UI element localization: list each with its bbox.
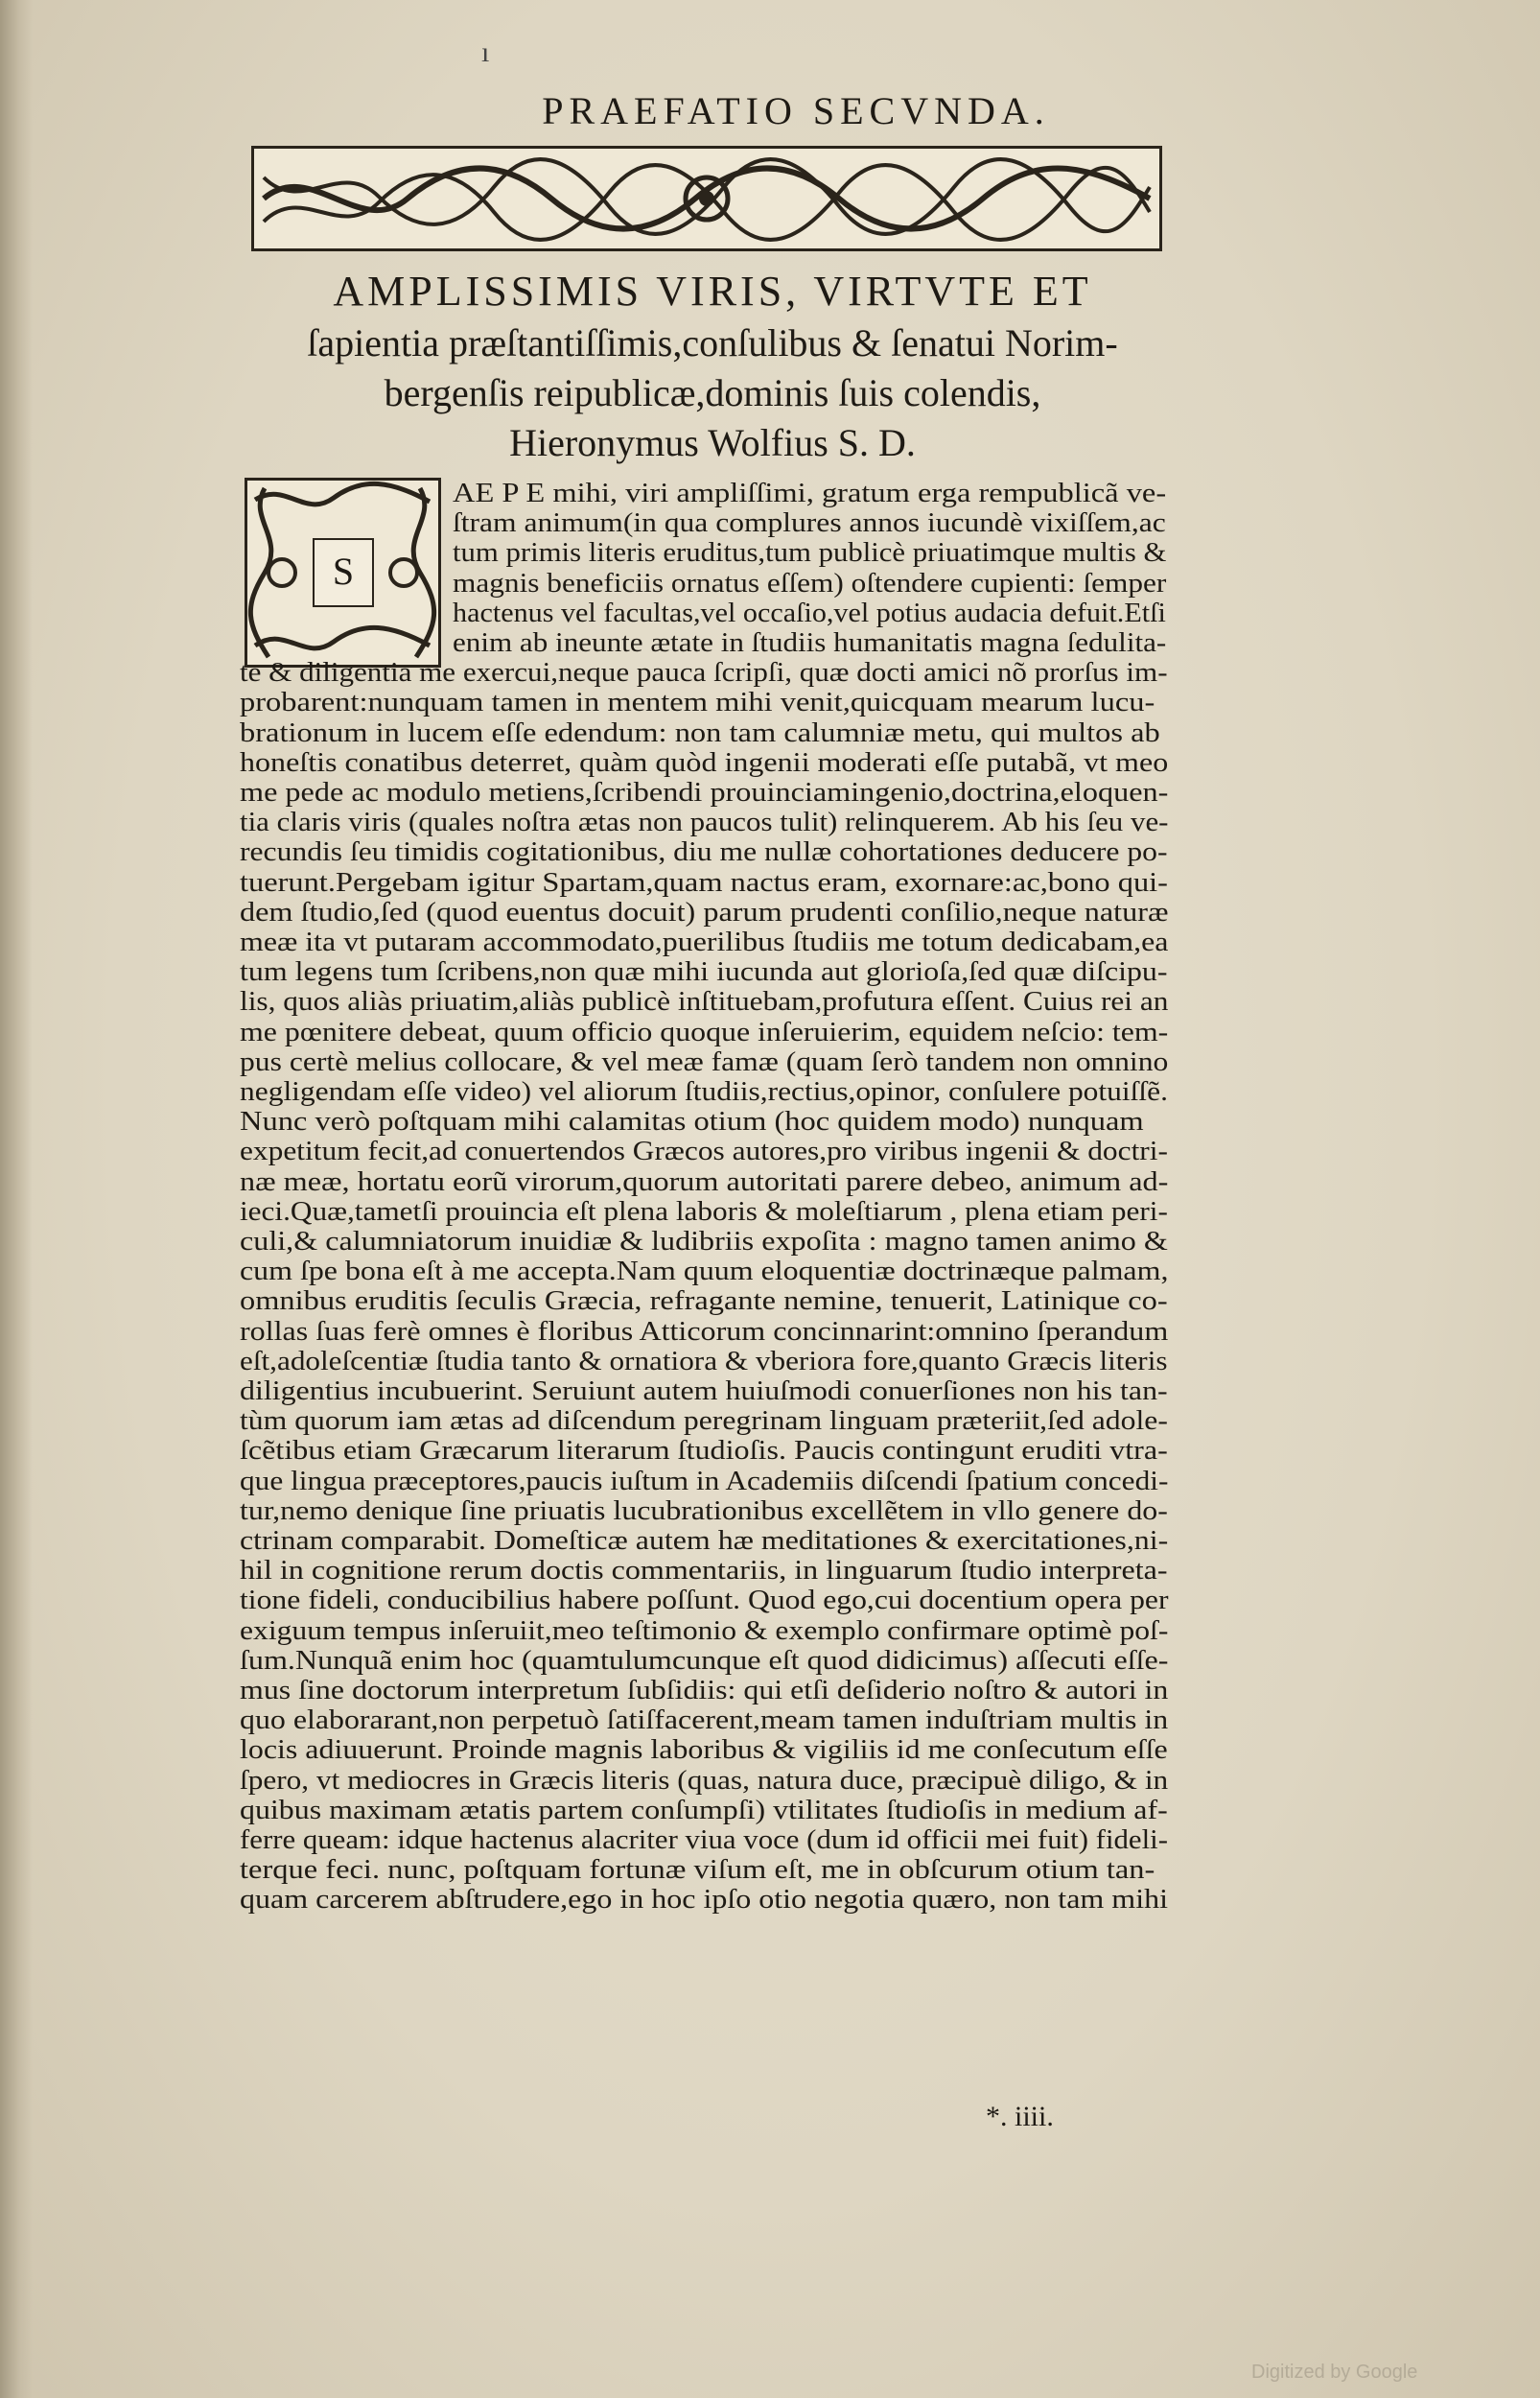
body-line: recundis ſeu timidis cogitationibus, diu me nullæ cohortationes deducere po- [240, 836, 1168, 867]
address-line: Hieronymus Wolfius S. D. [509, 421, 916, 464]
digitization-watermark: Digitized by Google [1251, 2362, 1418, 2383]
dedication-address [257, 265, 1168, 468]
body-line: tur,nemo denique ſine priuatis lucubrationibus excellẽtem in vllo genere do- [240, 1495, 1168, 1526]
body-line: tia claris viris (quales noſtra ætas non paucos tulit) relinquerem. Ab his ſeu ve- [240, 807, 1169, 837]
body-line: ſum.Nunquã enim hoc (quamtulumcunque eſt quod didicimus) aſſecuti eſſe- [240, 1645, 1169, 1676]
headpiece-ornament [251, 146, 1162, 251]
body-line: diligentius incubuerint. Seruiunt autem huiuſmodi conuerſiones non his tan- [240, 1375, 1168, 1406]
body-line: næ meæ, hortatu eorũ virorum,quorum autoritati parere debeo, animum ad- [240, 1166, 1169, 1197]
address-line: ſapientia præſtantiſſimis,conſulibus & ſenatui Norim- [307, 321, 1118, 364]
body-line: negligendam eſſe video) vel aliorum ſtudiis,rectius,opinor, conſulere potuiſſẽ. [240, 1076, 1168, 1107]
body-line: ieci.Quæ,tametſi prouincia eſt plena laboris & moleſtiarum , plena etiam peri- [240, 1196, 1168, 1227]
body-line: ctrinam comparabit. Domeſticæ autem hæ meditationes & exercitationes,ni- [240, 1525, 1169, 1556]
body-line: ſpero, vt mediocres in Græcis literis (quas, natura duce, præcipuè diligo, & in [240, 1765, 1169, 1796]
body-line: te & diligentia me exercui,neque pauca ſcripſi, quæ docti amici nõ prorſus im- [240, 657, 1168, 688]
body-line: dem ſtudio,ſed (quod euentus docuit) parum prudenti conſilio,neque naturæ [240, 897, 1169, 928]
body-line: meæ ita vt putaram accommodato,puerilibus ſtudiis me totum dedicabam,ea [240, 927, 1169, 957]
body-line: hactenus vel facultas,vel occaſio,vel potius audacia defuit.Etſi [453, 598, 1166, 628]
body-line: brationum in lucem eſſe edendum: non tam calumniæ metu, qui multos ab [240, 717, 1160, 748]
body-line: locis adiuuerunt. Proinde magnis laboribus & vigiliis id me conſecutum eſſe [240, 1734, 1168, 1765]
body-line: enim ab ineunte ætate in ſtudiis humanitatis magna ſedulita- [453, 627, 1167, 658]
body-line: quibus maximam ætatis partem conſumpſi) vtilitates ſtudioſis in medium af- [240, 1795, 1168, 1825]
body-line: culi,& calumniatorum inuidiæ & ludibriis expoſita : magno tamen animo & [240, 1226, 1168, 1257]
body-line: me pœnitere debeat, quum officio quoque inſeruierim, equidem neſcio: tem- [240, 1017, 1169, 1047]
body-line: ſtram animum(in qua complures annos iucundè vixiſſem,ac [453, 507, 1166, 538]
top-mark: ı [481, 36, 490, 68]
body-line: honeſtis conatibus deterret, quàm quòd ingenii moderati eſſe putabã, vt meo [240, 747, 1169, 778]
body-line: terque feci. nunc, poſtquam fortunæ viſum eſt, me in obſcurum otium tan- [240, 1854, 1155, 1885]
address-line: bergenſis reipublicæ,dominis ſuis colendis, [384, 371, 1041, 414]
body-line: que lingua præceptores,paucis iuſtum in Academiis diſcendi ſpatium concedi- [240, 1466, 1169, 1496]
body-line: probarent:nunquam tamen in mentem mihi venit,quicquam mearum lucu- [240, 687, 1155, 717]
initial-letter: S [313, 538, 374, 607]
body-line: tione fideli, conducibilius habere poſſunt. Quod ego,cui docentium opera per [240, 1585, 1169, 1615]
body-line: tum legens tum ſcribens,non quæ mihi iucunda aut glorioſa,ſed quæ diſcipu- [240, 956, 1168, 987]
body-line: me pede ac modulo metiens,ſcribendi prouinciamingenio,doctrina,eloquen- [240, 777, 1169, 808]
body-line: lis, quos aliàs priuatim,aliàs publicè inſtituebam,profutura eſſent. Cuius rei an [240, 986, 1169, 1017]
body-line: Nunc verò poſtquam mihi calamitas otium (hoc quidem modo) nunquam [240, 1106, 1144, 1137]
body-line: hil in cognitione rerum doctis commentariis, in linguarum ſtudio interpreta- [240, 1555, 1168, 1586]
body-line: ſcẽtibus etiam Græcarum literarum ſtudioſis. Paucis contingunt eruditi vtra- [240, 1435, 1168, 1466]
signature-mark: *. iiii. [986, 2101, 1054, 2132]
binding-edge [0, 0, 33, 2398]
body-line: tum primis literis eruditus,tum publicè priuatimque multis & [453, 537, 1167, 568]
address-line: AMPLISSIMIS VIRIS, VIRTVTE ET [333, 268, 1092, 315]
body-line: expetitum fecit,ad conuertendos Græcos autores,pro viribus ingenii & doctri- [240, 1136, 1168, 1166]
body-line: quo elaborarant,non perpetuò ſatiſfacerent,meam tamen induſtriam multis in [240, 1704, 1169, 1735]
body-line: eſt,adoleſcentiæ ſtudia tanto & ornatiora & vberiora fore,quanto Græcis literis [240, 1346, 1168, 1376]
running-head: PRAEFATIO SECVNDA. [542, 89, 1050, 132]
body-line: omnibus eruditis ſeculis Græcia, refragante nemine, tenuerit, Latinique co- [240, 1285, 1168, 1316]
body-line: tuerunt.Pergebam igitur Spartam,quam nactus eram, exornare:ac,bono qui- [240, 867, 1168, 898]
body-line: exiguum tempus inſeruiit,meo teſtimonio & exemplo confirmare optimè poſ- [240, 1615, 1169, 1646]
decorated-initial [245, 478, 441, 668]
body-line: rollas ſuas ferè omnes è floribus Atticorum concinnarint:omnino ſperandum [240, 1316, 1169, 1347]
body-line: magnis beneficiis ornatus eſſem) oſtendere cupienti: ſemper [453, 568, 1167, 599]
body-line: tùm quorum iam ætas ad diſcendum peregrinam linguam præteriit,ſed adole- [240, 1405, 1168, 1436]
body-line: AE P E mihi, viri ampliſſimi, gratum erga rempublicã ve- [453, 478, 1167, 508]
body-line: pus certè melius collocare, & vel meæ famæ (quam ſerò tandem non omnino [240, 1046, 1169, 1077]
body-line: ferre queam: idque hactenus alacriter viua voce (dum id officii mei fuit) fideli- [240, 1824, 1168, 1855]
body-line: mus ſine doctorum interpretum ſubſidiis: qui etſi deſiderio noſtro & autori in [240, 1675, 1169, 1705]
body-line: cum ſpe bona eſt à me accepta.Nam quum eloquentiæ doctrinæque palmam, [240, 1256, 1169, 1286]
body-line: quam carcerem abſtrudere,ego in hoc ipſo otio negotia quæro, non tam mihi [240, 1884, 1168, 1915]
